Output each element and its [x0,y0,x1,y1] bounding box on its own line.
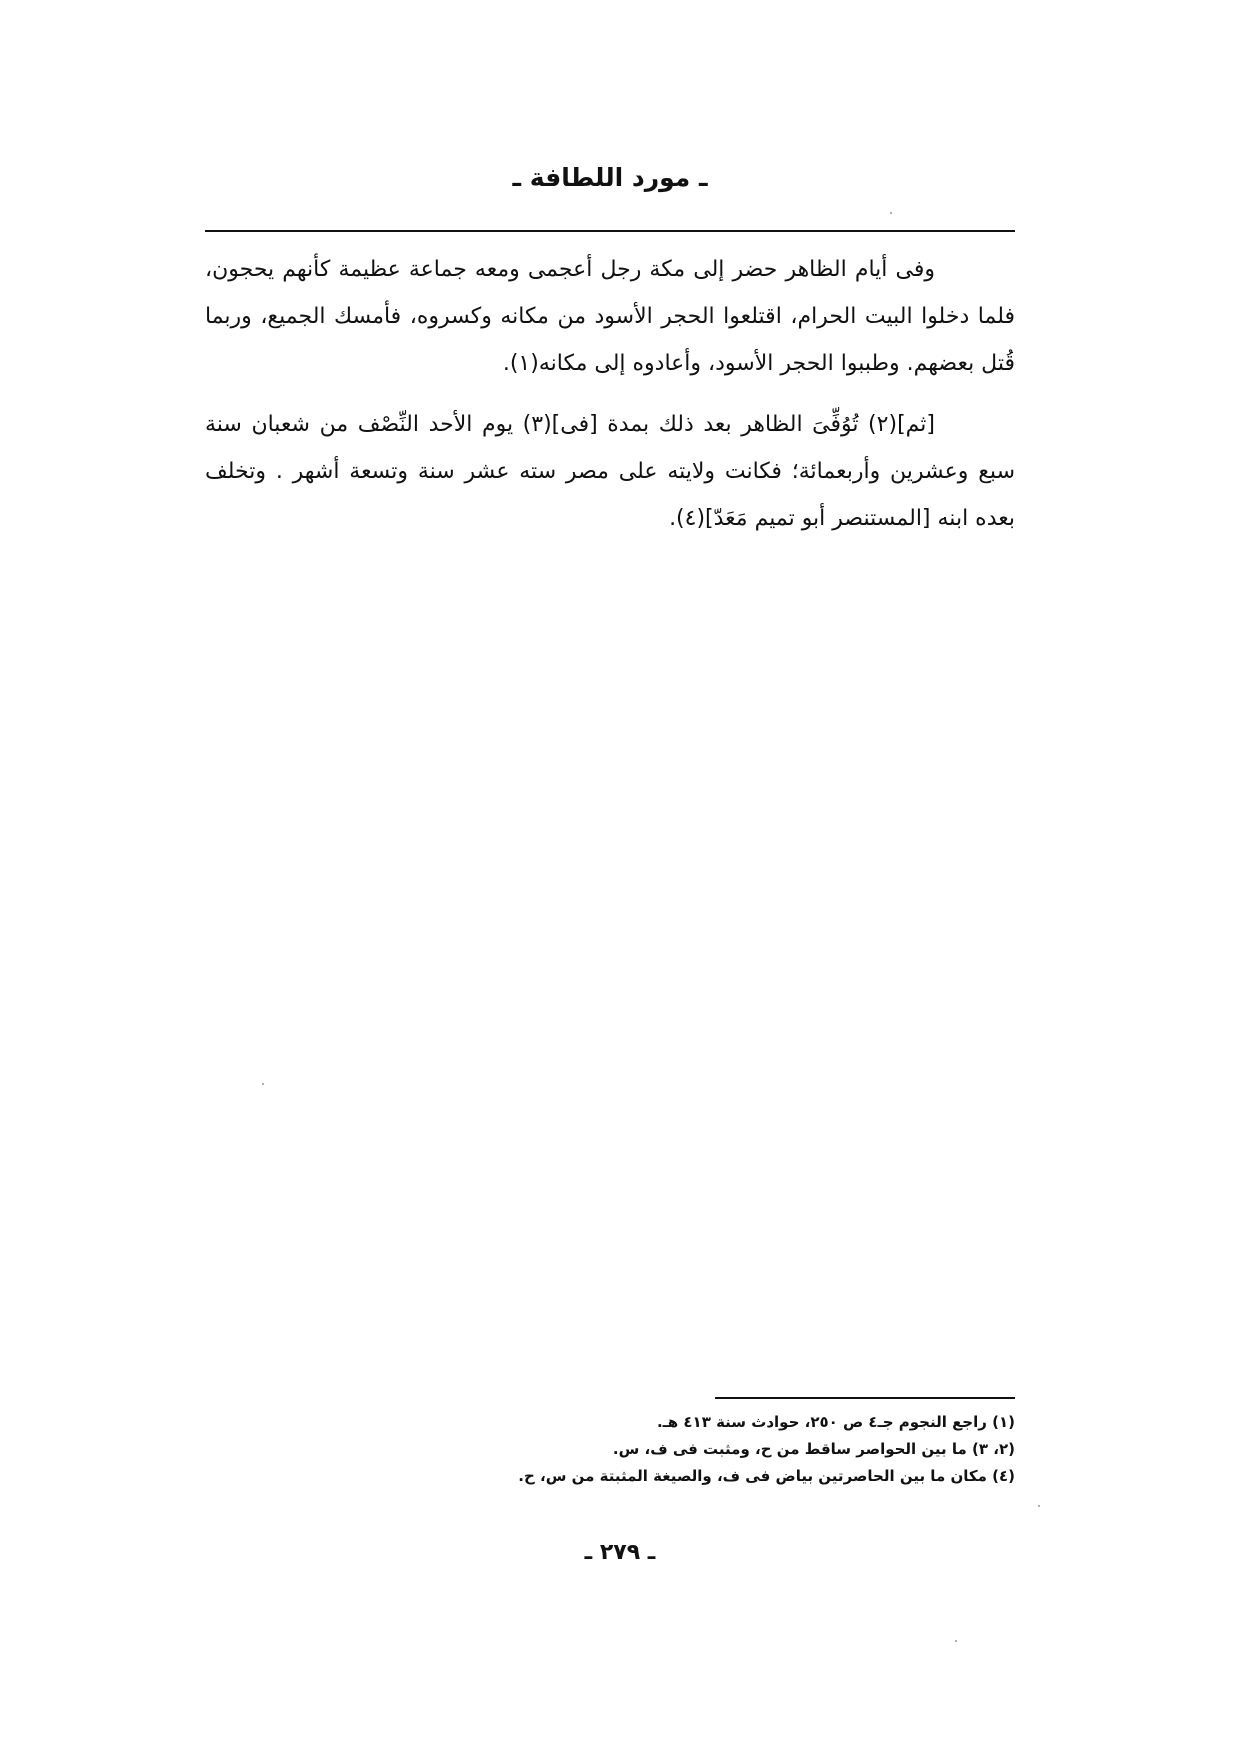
scan-speck [955,1640,957,1642]
paragraph-1: وفى أيام الظاهر حضر إلى مكة رجل أعجمى ومعه جماعة عظيمة كأنهم يحجون، فلما دخلوا البيت الحرام، اقتلعوا الحجر الأسود من مكانه وكسروه، فأمسك الجميع، وربما قُتل بعضهم. وطببوا الحجر الأسود، وأعادوه إلى مكانه(١). [205,257,1015,376]
header-divider [205,230,1015,232]
footnote-4: (٤) مكان ما بين الحاصرتين بياض فى ف، والصيغة المثبتة من س، ح. [518,1467,1015,1485]
scan-speck [890,212,892,214]
footnotes [400,1409,1015,1490]
main-text [205,246,1015,542]
scan-speck [262,1083,264,1085]
paragraph-2: [ثم](٢) تُوُفِّىَ الظاهر بعد ذلك بمدة [فى](٣) يوم الأحد النِّصْف من شعبان سنة سبع وعشرين وأربعمائة؛ فكانت ولايته على مصر سته عشر سنة وتسعة أشهر . وتخلف بعده ابنه [المستنصر أبو تميم مَعَدّ](٤). [205,412,1015,531]
scan-speck [1038,1505,1040,1507]
footnote-2-3: (٢، ٣) ما بين الحواصر ساقط من ح، ومثبت فى ف، س. [612,1440,1015,1458]
footnote-divider [715,1397,1015,1399]
footnote-1: (١) راجع النجوم جـ٤ ص ٢٥٠، حوادث سنة ٤١٣ هـ. [656,1413,1015,1431]
running-header-title: ـ مورد اللطافة ـ [512,163,708,192]
page-number: ـ ٢٧٩ ـ [584,1540,656,1565]
